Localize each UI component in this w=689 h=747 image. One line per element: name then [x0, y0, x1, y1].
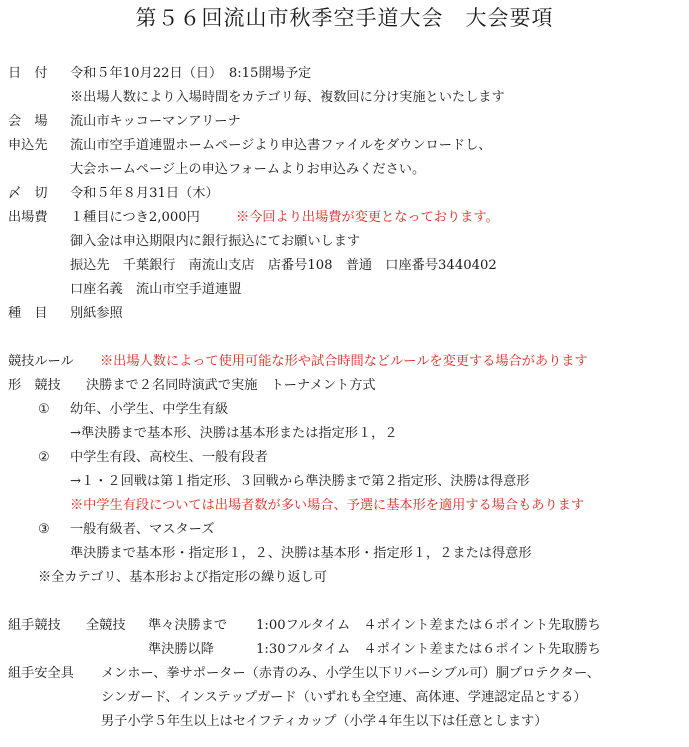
fee-payment-note: 御入金は申込期限内に銀行振込にてお願いします	[70, 234, 361, 249]
kata-item-3-detail: 準決勝まで基本形・指定形１，２、決勝は基本形・指定形１，２または得意形	[70, 546, 532, 561]
safety-line1: メンホー、拳サポーター（赤青のみ、小学生以下リバーシブル可）胴プロテクター、	[101, 666, 600, 681]
rules-label: 競技ルール	[8, 354, 74, 369]
kumite-label: 組手競技	[8, 618, 61, 633]
venue-value: 流山市キッコーマンアリーナ	[70, 114, 241, 129]
fee-label: 出場費	[8, 210, 48, 225]
kata-footnote: ※全カテゴリ、基本形および指定形の繰り返し可	[38, 570, 327, 585]
kata-item-2-note: ※中学生有段については出場者数が多い場合、予選に基本形を適用する場合もあります	[70, 498, 585, 513]
kumite-row1-rule: 1:00フルタイム ４ポイント差または６ポイント先取勝ち	[256, 618, 601, 633]
rules-note: ※出場人数によって使用可能な形や試合時間などルールを変更する場合があります	[100, 354, 588, 369]
kata-item-2-text: 中学生有段、高校生、一般有段者	[70, 450, 268, 465]
kumite-all-label: 全競技	[86, 618, 126, 633]
kata-format: 決勝まで２名同時演武で実施 トーナメント方式	[86, 378, 376, 393]
kumite-row1-stage: 準々決勝まで	[148, 618, 228, 633]
kata-item-3-number: ③	[38, 522, 50, 537]
fee-account-name: 口座名義 流山市空手道連盟	[70, 282, 242, 297]
deadline-label: 〆 切	[8, 186, 48, 201]
safety-line2: シンガード、インステップガード（いずれも全空連、高体連、学連認定品とする）	[101, 690, 587, 705]
deadline-value: 令和５年８月31日（木）	[70, 186, 219, 201]
kata-label: 形 競技	[8, 378, 61, 393]
events-label: 種 目	[8, 306, 48, 321]
safety-label: 組手安全具	[8, 666, 74, 681]
events-value: 別紙参照	[70, 306, 123, 321]
application-line2: 大会ホームページ上の申込フォームよりお申込みください。	[70, 162, 426, 177]
safety-line3: 男子小学５年生以上はセイフティカップ（小学４年生以下は任意とします）	[101, 714, 548, 729]
fee-value: １種目につき2,000円	[70, 210, 200, 225]
kata-item-2-number: ②	[38, 450, 50, 465]
kumite-row2-stage: 準決勝以降	[148, 642, 214, 657]
application-label: 申込先	[8, 138, 48, 153]
page-title: 第５６回流山市秋季空手道大会 大会要項	[135, 6, 554, 30]
application-line1: 流山市空手道連盟ホームページより申込書ファイルをダウンロードし、	[70, 138, 492, 153]
kata-item-1-number: ①	[38, 402, 50, 417]
date-label: 日 付	[8, 66, 48, 81]
venue-label: 会 場	[8, 114, 48, 129]
kata-item-3-text: 一般有級者、マスターズ	[70, 522, 215, 537]
kata-item-1-detail: →準決勝まで基本形、決勝は基本形または指定形１，２	[70, 426, 398, 441]
fee-bank-info: 振込先 千葉銀行 南流山支店 店番号108 普通 口座番号3440402	[70, 258, 497, 273]
date-value: 令和５年10月22日（日） 8:15開場予定	[70, 66, 312, 81]
kata-item-2-detail: →１・２回戦は第１指定形、３回戦から準決勝まで第２指定形、決勝は得意形	[70, 474, 530, 489]
fee-change-note: ※今回より出場費が変更となっております。	[236, 210, 499, 225]
kumite-row2-rule: 1:30フルタイム ４ポイント差または６ポイント先取勝ち	[256, 642, 601, 657]
kata-item-1-text: 幼年、小学生、中学生有級	[70, 402, 229, 417]
date-note: ※出場人数により入場時間をカテゴリ毎、複数回に分け実施といたします	[70, 90, 505, 105]
